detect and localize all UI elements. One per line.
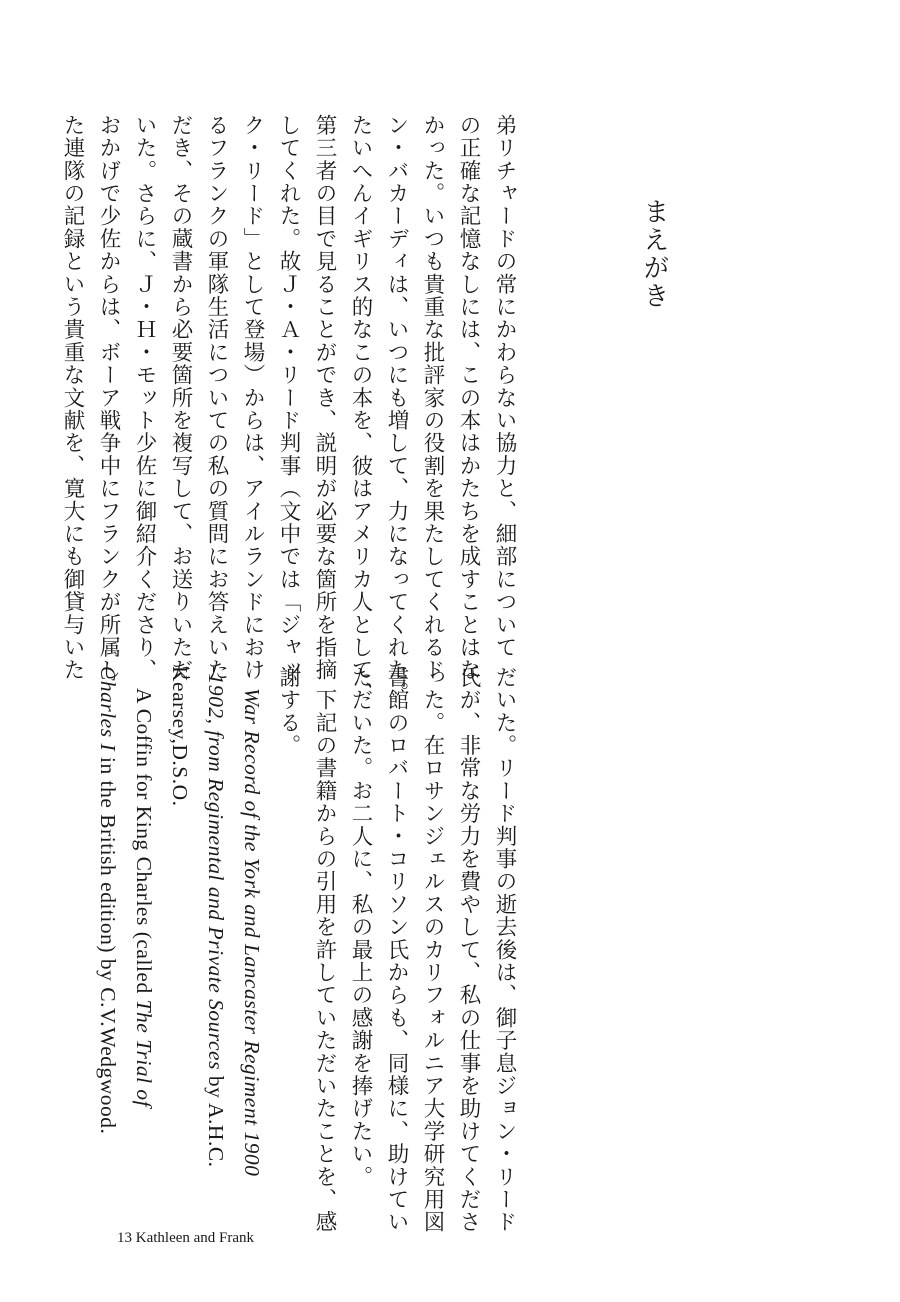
reference-1-line-2 [198, 666, 234, 1206]
text-column: た連隊の記録という貴重な文献を、寛大にも御貸与いた [60, 114, 85, 682]
text-column: るフランクの軍隊生活についての私の質問にお答えいた [204, 114, 229, 682]
text-column: った。在ロサンジェルスのカリフォルニア大学研究用図 [420, 666, 445, 1234]
reference-1-title-cont: -1902, from Regimental and Private Sources [204, 666, 228, 1070]
reference-1-line-3 [162, 666, 198, 1206]
reference-2-line-1 [126, 666, 162, 1206]
text-column: おかげで少佐からは、ボーア戦争中にフランクが所属し [96, 114, 121, 682]
text-column: かった。いつも貴重な批評家の役割を果たしてくれるド [420, 114, 445, 682]
text-column: いた。さらに、Ｊ・Ｈ・モット少佐に御紹介くださり、 [132, 114, 157, 682]
upper-text-block [54, 114, 522, 705]
reference-2-text: A Coffin for King Charles (called [132, 666, 156, 1000]
reference-1-title: War Record of the York and Lancaster Regiment 1900 [240, 688, 264, 1177]
page-title: まえがき [639, 198, 669, 310]
text-column: 第三者の目で見ることができ、説明が必要な箇所を指摘 [312, 114, 337, 682]
reference-2-title-cont: Charles I [96, 666, 120, 752]
text-column: 弟リチャードの常にかわらない協力と、細部について [492, 114, 517, 659]
reference-2-title: The Trial of [132, 999, 156, 1108]
text-column: の正確な記憶なしには、この本はかたちを成すことはな [456, 114, 481, 682]
text-column: ン・バカーディは、いつにも増して、力になってくれた。 [384, 114, 409, 705]
reference-2-author: in the British edition) by C.V.Wedgwood. [96, 751, 120, 1135]
text-column: してくれた。故Ｊ・Ａ・リード判事（文中では「ジャッ [276, 114, 301, 682]
text-column: たいへんイギリス的なこの本を、彼はアメリカ人として、 [348, 114, 373, 705]
reference-1-by: by A.H.C. [204, 1069, 228, 1168]
reference-2-line-2 [90, 666, 126, 1206]
text-column: 謝する。 [276, 666, 301, 757]
text-column: 書館のロバート・コリソン氏からも、同様に、助けてい [384, 666, 409, 1234]
text-column: だき、その蔵書から必要箇所を複写して、お送りいただ [168, 114, 193, 682]
reference-1-line-1 [234, 666, 270, 1206]
text-column: だいた。リード判事の逝去後は、御子息ジョン・リード [492, 666, 517, 1234]
text-column: 下記の書籍からの引用を許していただいたことを、感 [312, 666, 337, 1234]
lower-text-block [90, 666, 522, 1234]
text-column: ただいた。お二人に、私の最上の感謝を捧げたい。 [348, 666, 373, 1189]
page-folio: 13 Kathleen and Frank [117, 1230, 255, 1246]
text-column: 氏が、非常な労力を費やして、私の仕事を助けてくださ [456, 666, 481, 1234]
text-column: ク・リード」として登場）からは、アイルランドにおけ [240, 114, 265, 682]
reference-1-author: Kearsey,D.S.O. [168, 666, 192, 807]
